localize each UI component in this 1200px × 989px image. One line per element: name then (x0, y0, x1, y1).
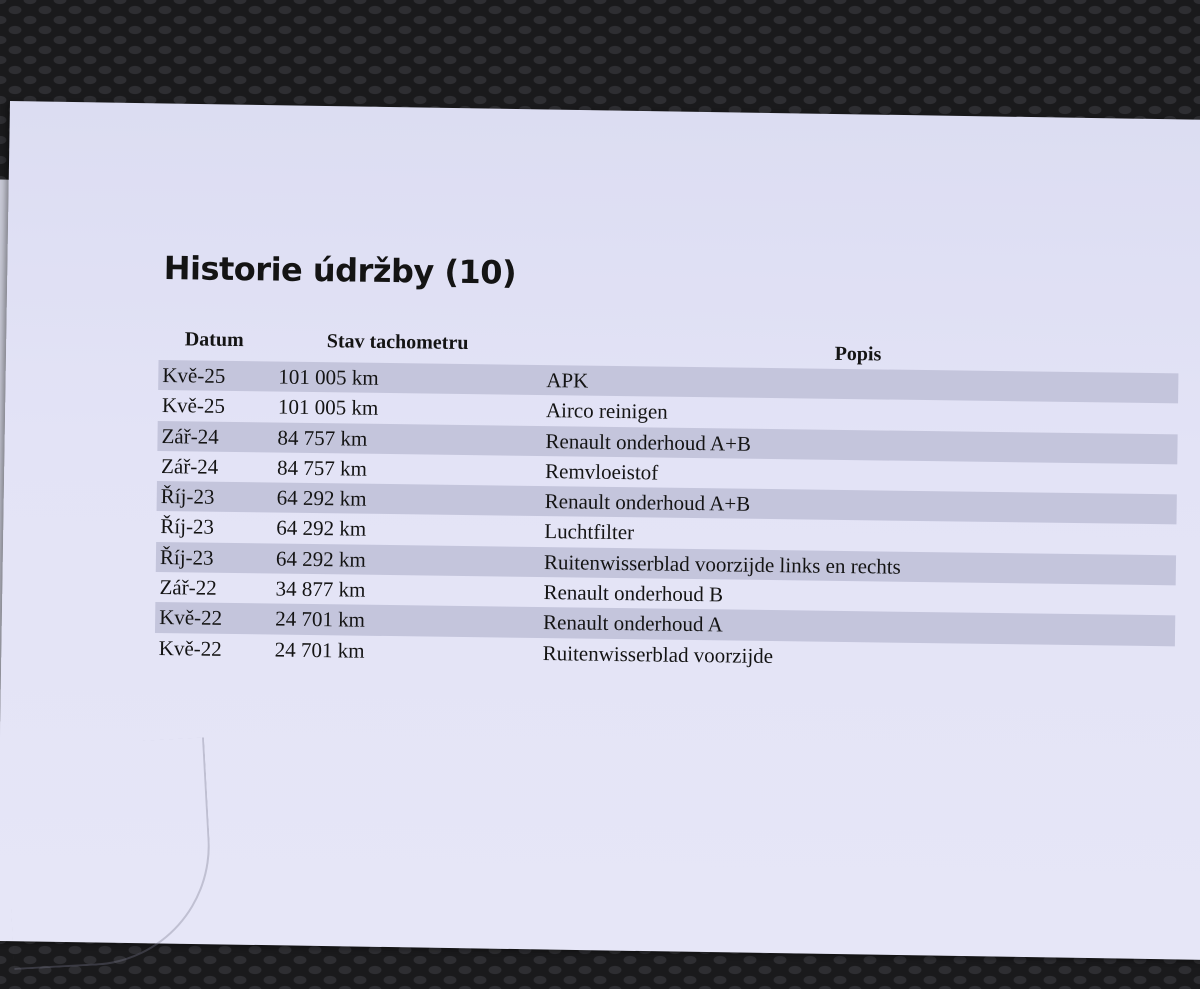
cell-stav-tachometru: 84 757 km (276, 455, 368, 481)
cell-popis: Renault onderhoud A (542, 610, 723, 637)
cell-datum: Zář-22 (159, 575, 217, 600)
cell-stav-tachometru: 24 701 km (274, 637, 365, 663)
cell-popis: Renault onderhoud A+B (544, 489, 751, 516)
cell-stav-tachometru: 64 292 km (276, 485, 367, 511)
cell-stav-tachometru: 84 757 km (277, 425, 368, 451)
cell-popis: Ruitenwisserblad voorzijde (542, 640, 774, 668)
cell-datum: Kvě-25 (161, 393, 226, 419)
cell-datum: Zář-24 (160, 453, 219, 479)
cell-datum: Kvě-22 (159, 605, 223, 631)
table-body (155, 360, 1179, 676)
cell-stav-tachometru: 101 005 km (278, 364, 379, 390)
cell-popis: Ruitenwisserblad voorzijde links en rechts (543, 549, 901, 579)
page-title: Historie údržby (10) (163, 249, 517, 292)
cell-stav-tachometru: 34 877 km (275, 576, 366, 602)
cell-popis: Airco reinigen (545, 398, 668, 424)
paper-crease (2, 737, 216, 970)
cell-datum: Říj-23 (160, 484, 215, 509)
header-stav-tachometru: Stav tachometru (326, 330, 469, 355)
document-content (155, 248, 1190, 676)
cell-stav-tachometru: 24 701 km (274, 606, 366, 633)
cell-datum: Kvě-25 (162, 363, 226, 388)
cell-popis: Remvloeistof (544, 458, 659, 485)
cell-popis: APK (546, 368, 589, 393)
header-popis: Popis (834, 342, 882, 366)
cell-popis: Renault onderhoud A+B (545, 428, 752, 456)
header-datum: Datum (184, 328, 244, 352)
cell-popis: Renault onderhoud B (543, 580, 724, 607)
cell-datum: Zář-24 (161, 423, 219, 449)
cell-stav-tachometru: 64 292 km (275, 546, 366, 572)
cell-stav-tachometru: 64 292 km (276, 516, 367, 542)
cell-datum: Říj-23 (159, 544, 214, 570)
cell-datum: Kvě-22 (158, 635, 222, 661)
cell-datum: Říj-23 (160, 514, 215, 540)
maintenance-history-table (155, 324, 1179, 676)
cell-popis: Luchtfilter (544, 519, 635, 545)
cell-stav-tachometru: 101 005 km (277, 394, 379, 421)
